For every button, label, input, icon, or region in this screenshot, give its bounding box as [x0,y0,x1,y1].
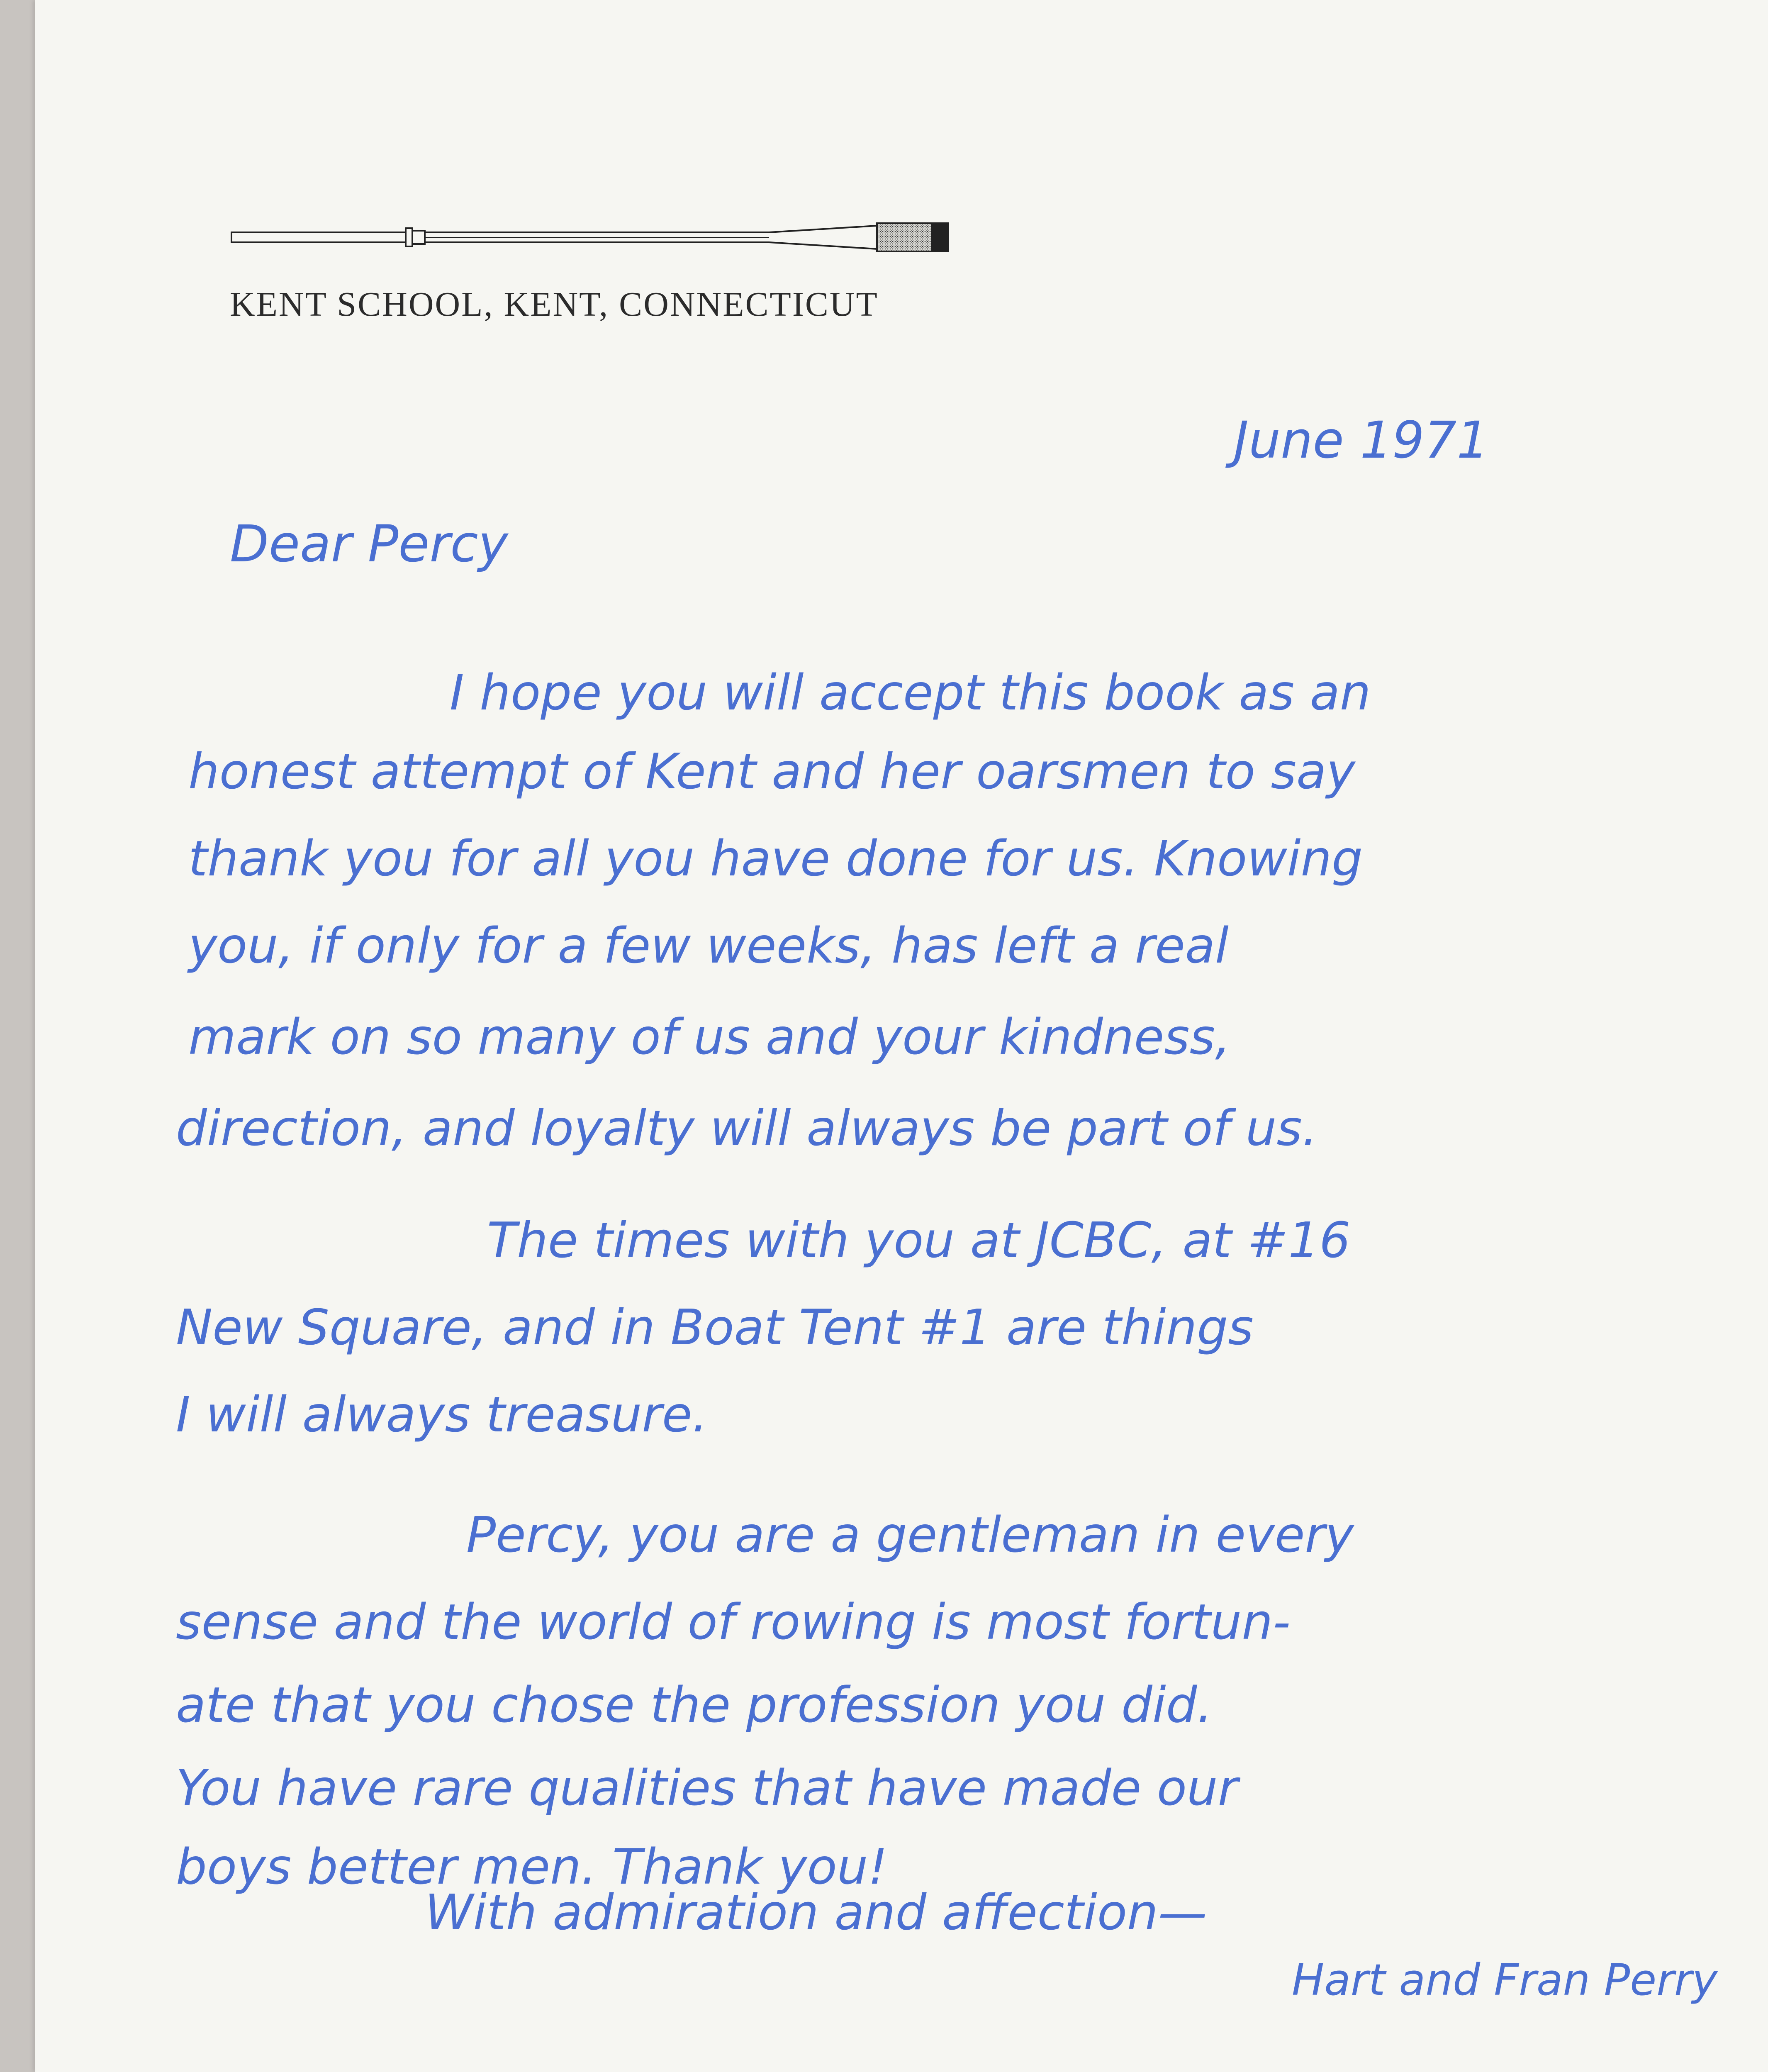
paragraph-3-line-2: sense and the world of rowing is most fortun- [176,1593,1291,1650]
paragraph-2-line-3: I will always treasure. [176,1386,708,1443]
letter-date: June 1971 [1234,411,1489,470]
paragraph-1-line-6: direction, and loyalty will always be part of us. [176,1099,1318,1157]
paragraph-3-line-3: ate that you chose the profession you did. [176,1676,1213,1733]
paragraph-1-line-1: I hope you will accept this book as an [450,664,1371,721]
paragraph-3-line-1: Percy, you are a gentleman in every [466,1506,1354,1563]
paragraph-3-line-4: You have rare qualities that have made our [176,1759,1238,1816]
oar-icon [230,216,952,257]
letterhead-school-name: KENT SCHOOL, KENT, CONNECTICUT [230,285,879,324]
letter-closing: With admiration and affection— [425,1884,1207,1941]
letter-signature: Hart and Fran Perry [1292,1955,1718,2005]
paragraph-1-line-3: thank you for all you have done for us. Knowing [188,830,1363,887]
letter-sheet [35,0,1768,2072]
paragraph-1-line-2: honest attempt of Kent and her oarsmen to say [188,743,1356,800]
paragraph-2-line-1: The times with you at JCBC, at #16 [487,1212,1351,1269]
paragraph-1-line-5: mark on so many of us and your kindness, [188,1008,1231,1065]
paragraph-2-line-2: New Square, and in Boat Tent #1 are things [176,1299,1254,1356]
letter-salutation: Dear Percy [230,514,508,573]
paragraph-1-line-4: you, if only for a few weeks, has left a real [188,917,1229,974]
paragraph-3-line-5: boys better men. Thank you! [176,1838,888,1895]
